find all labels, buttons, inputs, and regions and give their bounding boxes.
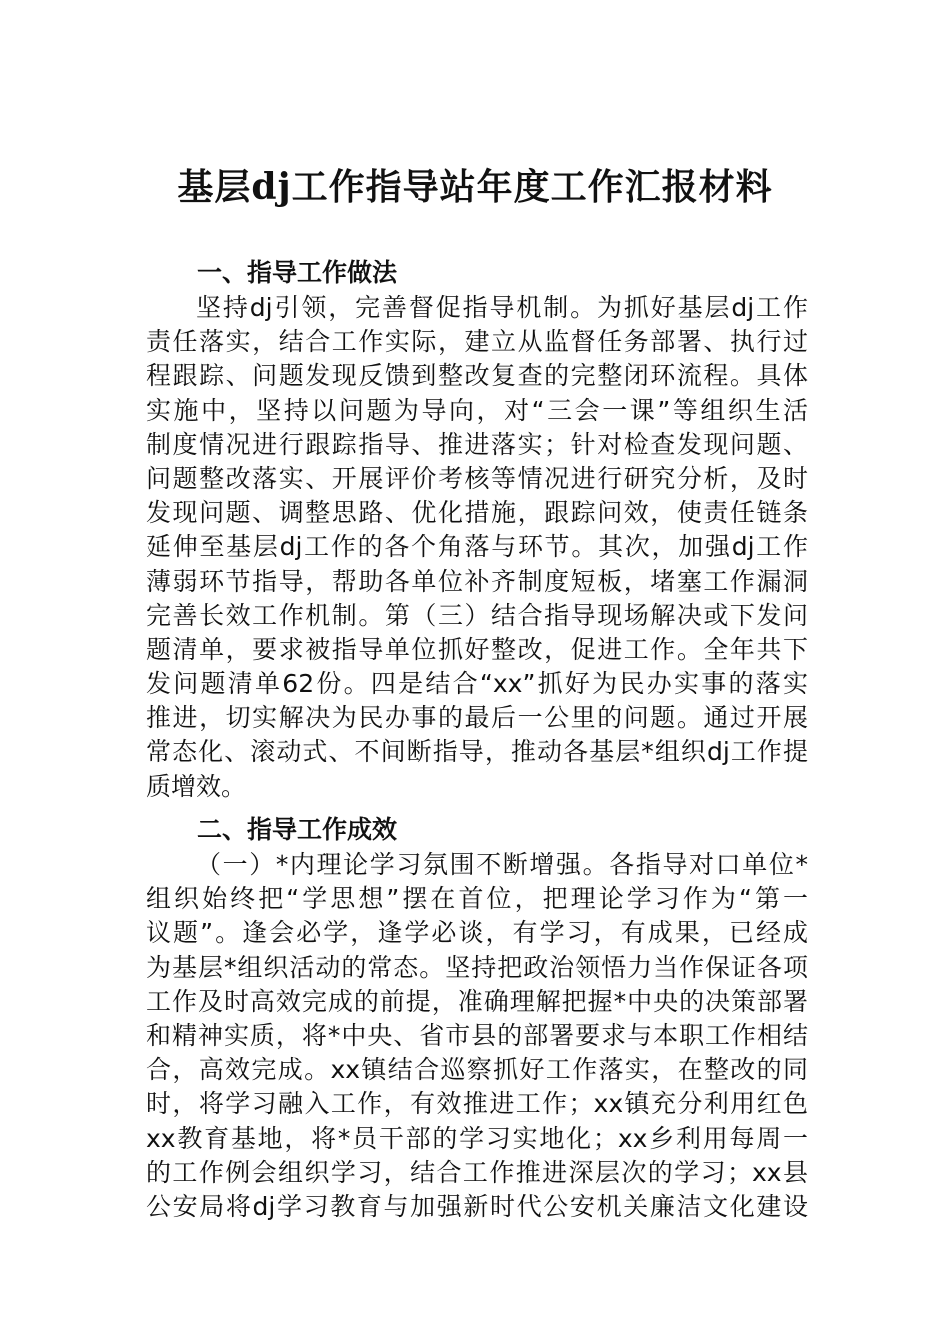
- text-line: （一）*内理论学习氛围不断增强。各指导对口单位*: [196, 850, 808, 879]
- text-line: 时，将学习融入工作，有效推进工作；xx镇充分利用红色: [146, 1089, 808, 1119]
- text-line: xx教育基地，将*员干部的学习实地化；xx乡利用每周一: [146, 1123, 808, 1153]
- text-line: 议题”。逢会必学，逢学必谈，有学习，有成果，已经成: [146, 918, 808, 948]
- text-line: 组织始终把“学思想”摆在首位，把理论学习作为“第一: [146, 884, 808, 914]
- text-line: 题清单，要求被指导单位抓好整改，促进工作。全年共下: [146, 634, 808, 664]
- section-2-body: [146, 848, 808, 1224]
- document-title: 基层dj工作指导站年度工作汇报材料: [177, 166, 773, 208]
- text-line: 常态化、滚动式、不间断指导，推动各基层*组织dj工作提: [146, 737, 808, 767]
- section-heading-2: 二、指导工作成效: [197, 815, 398, 844]
- text-line: 发问题清单62份。四是结合“xx”抓好为民办实事的落实: [146, 669, 808, 699]
- text-line: 程跟踪、问题发现反馈到整改复查的完整闭环流程。具体: [146, 361, 808, 391]
- text-line: 的工作例会组织学习，结合工作推进深层次的学习；xx县: [146, 1157, 808, 1187]
- section-1-body: [146, 291, 808, 804]
- text-line: 推进，切实解决为民办事的最后一公里的问题。通过开展: [146, 703, 808, 733]
- text-line: 为基层*组织活动的常态。坚持把政治领悟力当作保证各项: [146, 952, 808, 982]
- text-line: 合，高效完成。xx镇结合巡察抓好工作落实，在整改的同: [146, 1055, 808, 1085]
- text-line: 延伸至基层dj工作的各个角落与环节。其次，加强dj工作: [146, 532, 808, 562]
- text-line: 实施中，坚持以问题为导向，对“三会一课”等组织生活: [146, 395, 808, 425]
- text-line: 薄弱环节指导，帮助各单位补齐制度短板，堵塞工作漏洞: [146, 566, 808, 596]
- text-line: 完善长效工作机制。第（三）结合指导现场解决或下发问: [146, 600, 808, 630]
- text-line: 问题整改落实、开展评价考核等情况进行研究分析，及时: [146, 463, 808, 493]
- text-line: 制度情况进行跟踪指导、推进落实；针对检查发现问题、: [146, 429, 808, 459]
- text-line: 公安局将dj学习教育与加强新时代公安机关廉洁文化建设: [146, 1191, 808, 1221]
- text-line: 坚持dj引领，完善督促指导机制。为抓好基层dj工作: [196, 293, 808, 322]
- text-line: 发现问题、调整思路、优化措施，跟踪问效，使责任链条: [146, 498, 808, 528]
- text-line: 和精神实质，将*中央、省市县的部署要求与本职工作相结: [146, 1020, 808, 1050]
- text-line: 工作及时高效完成的前提，准确理解把握*中央的决策部署: [146, 986, 808, 1016]
- section-heading-1: 一、指导工作做法: [197, 258, 398, 287]
- text-line: 责任落实，结合工作实际，建立从监督任务部署、执行过: [146, 327, 808, 357]
- text-line: 质增效。: [146, 771, 247, 801]
